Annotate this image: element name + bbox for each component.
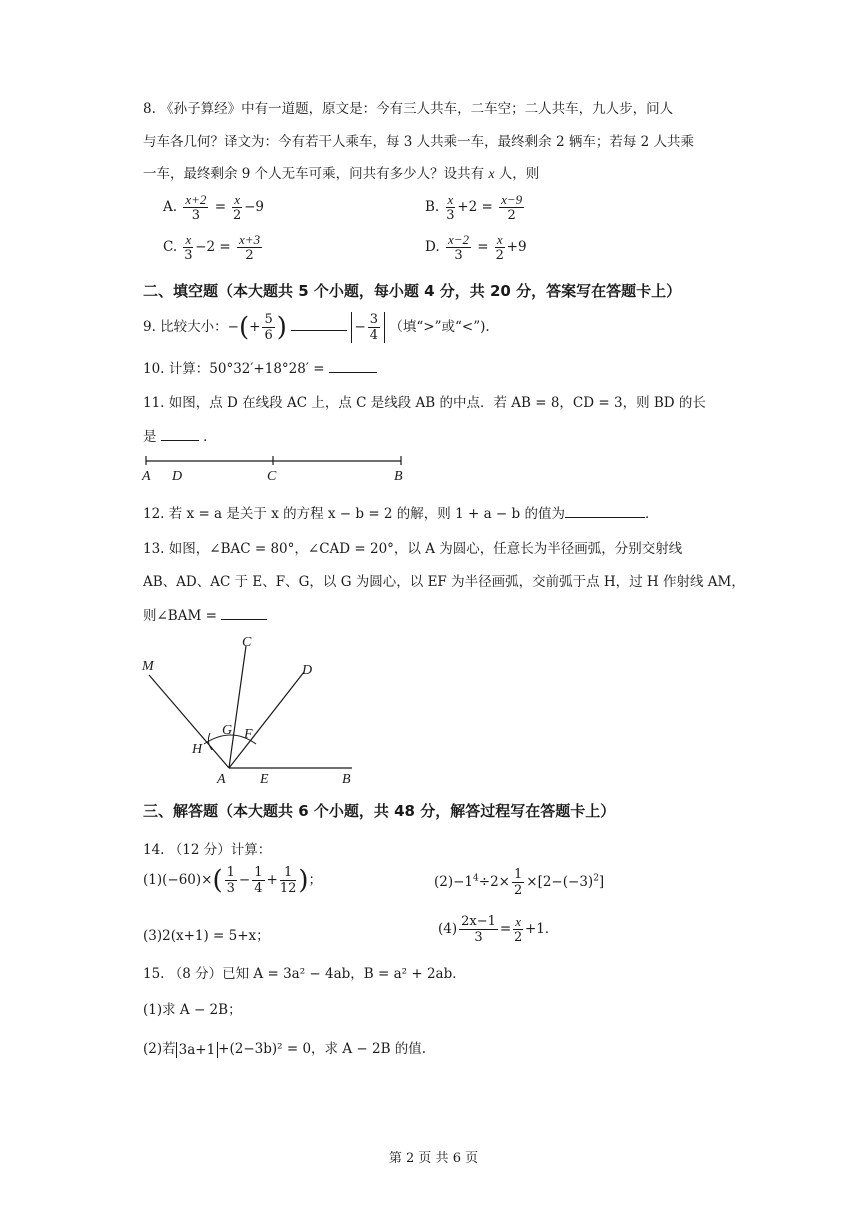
q12-line: 12. 若 x = a 是关于 x 的方程 x − b = 2 的解，则 1 + a − b 的值为 ． (143, 506, 659, 522)
q13-answer-blank[interactable] (221, 619, 267, 620)
label-h: H (192, 742, 203, 757)
label-a: A (217, 772, 226, 787)
q14-part4: (4) $\frac{2x-1}{3}$ = $\frac{x}{2}$ +1． (438, 914, 559, 945)
q10-answer-blank[interactable] (329, 372, 377, 373)
q12-answer-blank[interactable] (565, 517, 645, 518)
label-b: B (394, 469, 403, 484)
q15-line2: (1)求 A − 2B； (143, 1002, 242, 1018)
label-f: F (244, 727, 253, 742)
q9-line: 9. 比较大小：−(+ $\frac{5}{6}$ ) − $\frac{3}{4}$ （填“>”或“<”). (143, 312, 490, 343)
q13-line1: 13. 如图，∠BAC = 80°，∠CAD = 20°，以 A 为圆心，任意长为半径画弧，分别交射线 (143, 541, 683, 557)
q15-line3: (2)若 3a+1 +(2−3b)² = 0，求 A − 2B 的值. (143, 1041, 427, 1058)
ray-am (149, 675, 229, 768)
label-d: D (172, 469, 183, 484)
q13-angle-figure (136, 630, 376, 790)
q13-line3: 则∠BAM = (143, 604, 267, 624)
label-b: B (342, 772, 351, 787)
q8-line1: 8. 《孙子算经》中有一道题，原文是：今有三人共车，二车空；二人共车，九人步，问人 (143, 101, 674, 117)
label-g: G (222, 723, 233, 738)
q11-segment-figure (138, 450, 418, 488)
q11-answer-blank[interactable] (161, 440, 199, 441)
section3-title: 三、解答题（本大题共 6 个小题，共 48 分，解答过程写在答题卡上） (143, 802, 616, 820)
q8-option-a[interactable]: A. $\frac{x+2}{3}$ = $\frac{x}{2}$ −9 (163, 192, 264, 223)
q14-part3: (3)2(x+1) = 5+x； (143, 928, 270, 944)
label-d: D (302, 663, 313, 678)
q8-option-d[interactable]: D. $\frac{x-2}{3}$ = $\frac{x}{2}$ +9 (425, 232, 527, 263)
label-c: C (242, 635, 252, 650)
label-a: A (142, 469, 151, 484)
q9-answer-blank[interactable] (291, 330, 347, 331)
q14-part2: $(2)-1^4\div 2\times$ $\frac{1}{2}$ $\times[2-(-3)^2]$ (434, 867, 605, 898)
page-footer: 第 2 页 共 6 页 (388, 1151, 479, 1166)
label-c: C (267, 469, 277, 484)
q11-line2: 是 ． (143, 429, 217, 445)
label-e: E (260, 772, 269, 787)
q15-line1: 15. （8 分）已知 A = 3a² − 4ab，B = a² + 2ab． (143, 966, 466, 982)
q10-line: 10. 计算：50°32′+18°28′ = (143, 357, 377, 377)
q14-part1: (1)(−60)×( $\frac{1}{3}$ − $\frac{1}{4}$ + $\frac{1}{12}$ )； (143, 865, 323, 896)
q8-line2: 与车各几何？译文为：今有若干人乘车，每 3 人共乘一车，最终剩余 2 辆车；若每 2 人共乘 (143, 134, 695, 150)
q11-line1: 11. 如图，点 D 在线段 AC 上，点 C 是线段 AB 的中点．若 AB = 8，CD = 3，则 BD 的长 (143, 395, 706, 411)
q13-line2: AB、AD、AC 于 E、F、G，以 G 为圆心，以 EF 为半径画弧，交前弧于点 H，过 H 作射线 AM， (143, 574, 745, 590)
section2-title: 二、填空题（本大题共 5 个小题，每小题 4 分，共 20 分，答案写在答题卡上） (143, 282, 682, 300)
q8-option-c[interactable]: C. $\frac{x}{3}$ −2 = $\frac{x+3}{2}$ (163, 232, 261, 263)
label-m: M (142, 659, 154, 674)
q14-head: 14. （12 分）计算： (143, 842, 272, 858)
q8-option-b[interactable]: B. $\frac{x}{3}$ +2 = $\frac{x-9}{2}$ (425, 192, 523, 223)
q8-line3: 一车，最终剩余 9 个人无车可乘，问共有多少人？设共有 x 人，则 (143, 166, 540, 182)
